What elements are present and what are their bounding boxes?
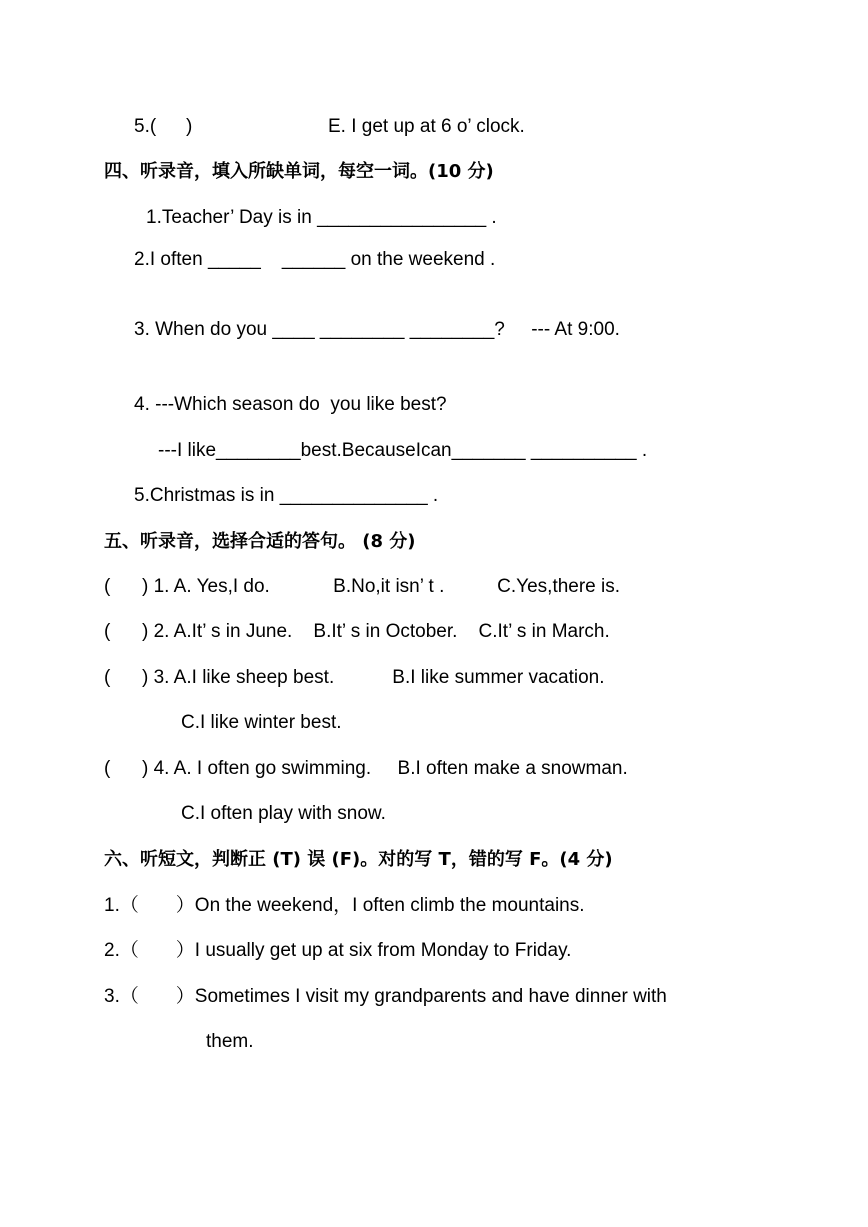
sec5-q1: ( ) 1. A. Yes,I do. B.No,it isn’ t . C.Yes,there is.: [104, 576, 621, 597]
sec5-heading: 五、听录音，选择合适的答句。 (8 分): [104, 531, 416, 552]
sec4-q4-answer: ---I like________best.BecauseIcan_______ __________ .: [158, 440, 648, 461]
sec4-q4-question: 4. ---Which season do you like best?: [134, 394, 447, 415]
sec5-q4-option-c: C.I often play with snow.: [181, 803, 386, 824]
sec4-q3: 3. When do you ____ ________ ________? --- At 9:00.: [134, 319, 620, 340]
sec4-q5: 5.Christmas is in ______________ .: [134, 485, 439, 506]
sec6-q3-line2: them.: [206, 1031, 254, 1052]
sec5-q2: ( ) 2. A.It’ s in June. B.It’ s in October. C.It’ s in March.: [104, 621, 610, 642]
sec4-heading: 四、听录音，填入所缺单词，每空一词。(10 分): [104, 161, 494, 182]
sec6-q2: 2.（ ）I usually get up at six from Monday to Friday.: [104, 940, 572, 961]
sec3-q5-paren-close: ): [186, 116, 193, 137]
sec5-q3-options-ab: ( ) 3. A.I like sheep best. B.I like summer vacation.: [104, 667, 605, 688]
sec4-q1: 1.Teacher’ Day is in ________________ .: [146, 207, 497, 228]
sec5-q3-option-c: C.I like winter best.: [181, 712, 342, 733]
sec3-q5-answer: E. I get up at 6 o’ clock.: [328, 116, 525, 137]
sec6-heading: 六、听短文，判断正 (T) 误 (F)。对的写 T，错的写 F。(4 分): [104, 849, 613, 870]
sec4-q2: 2.I often _____ ______ on the weekend .: [134, 249, 496, 270]
sec3-q5-number: 5.(: [134, 116, 157, 137]
sec6-q3-line1: 3.（ ）Sometimes I visit my grandparents and have dinner with: [104, 986, 667, 1007]
sec6-q1: 1.（ ）On the weekend，I often climb the mountains.: [104, 895, 585, 916]
sec5-q4-options-ab: ( ) 4. A. I often go swimming. B.I often make a snowman.: [104, 758, 628, 779]
